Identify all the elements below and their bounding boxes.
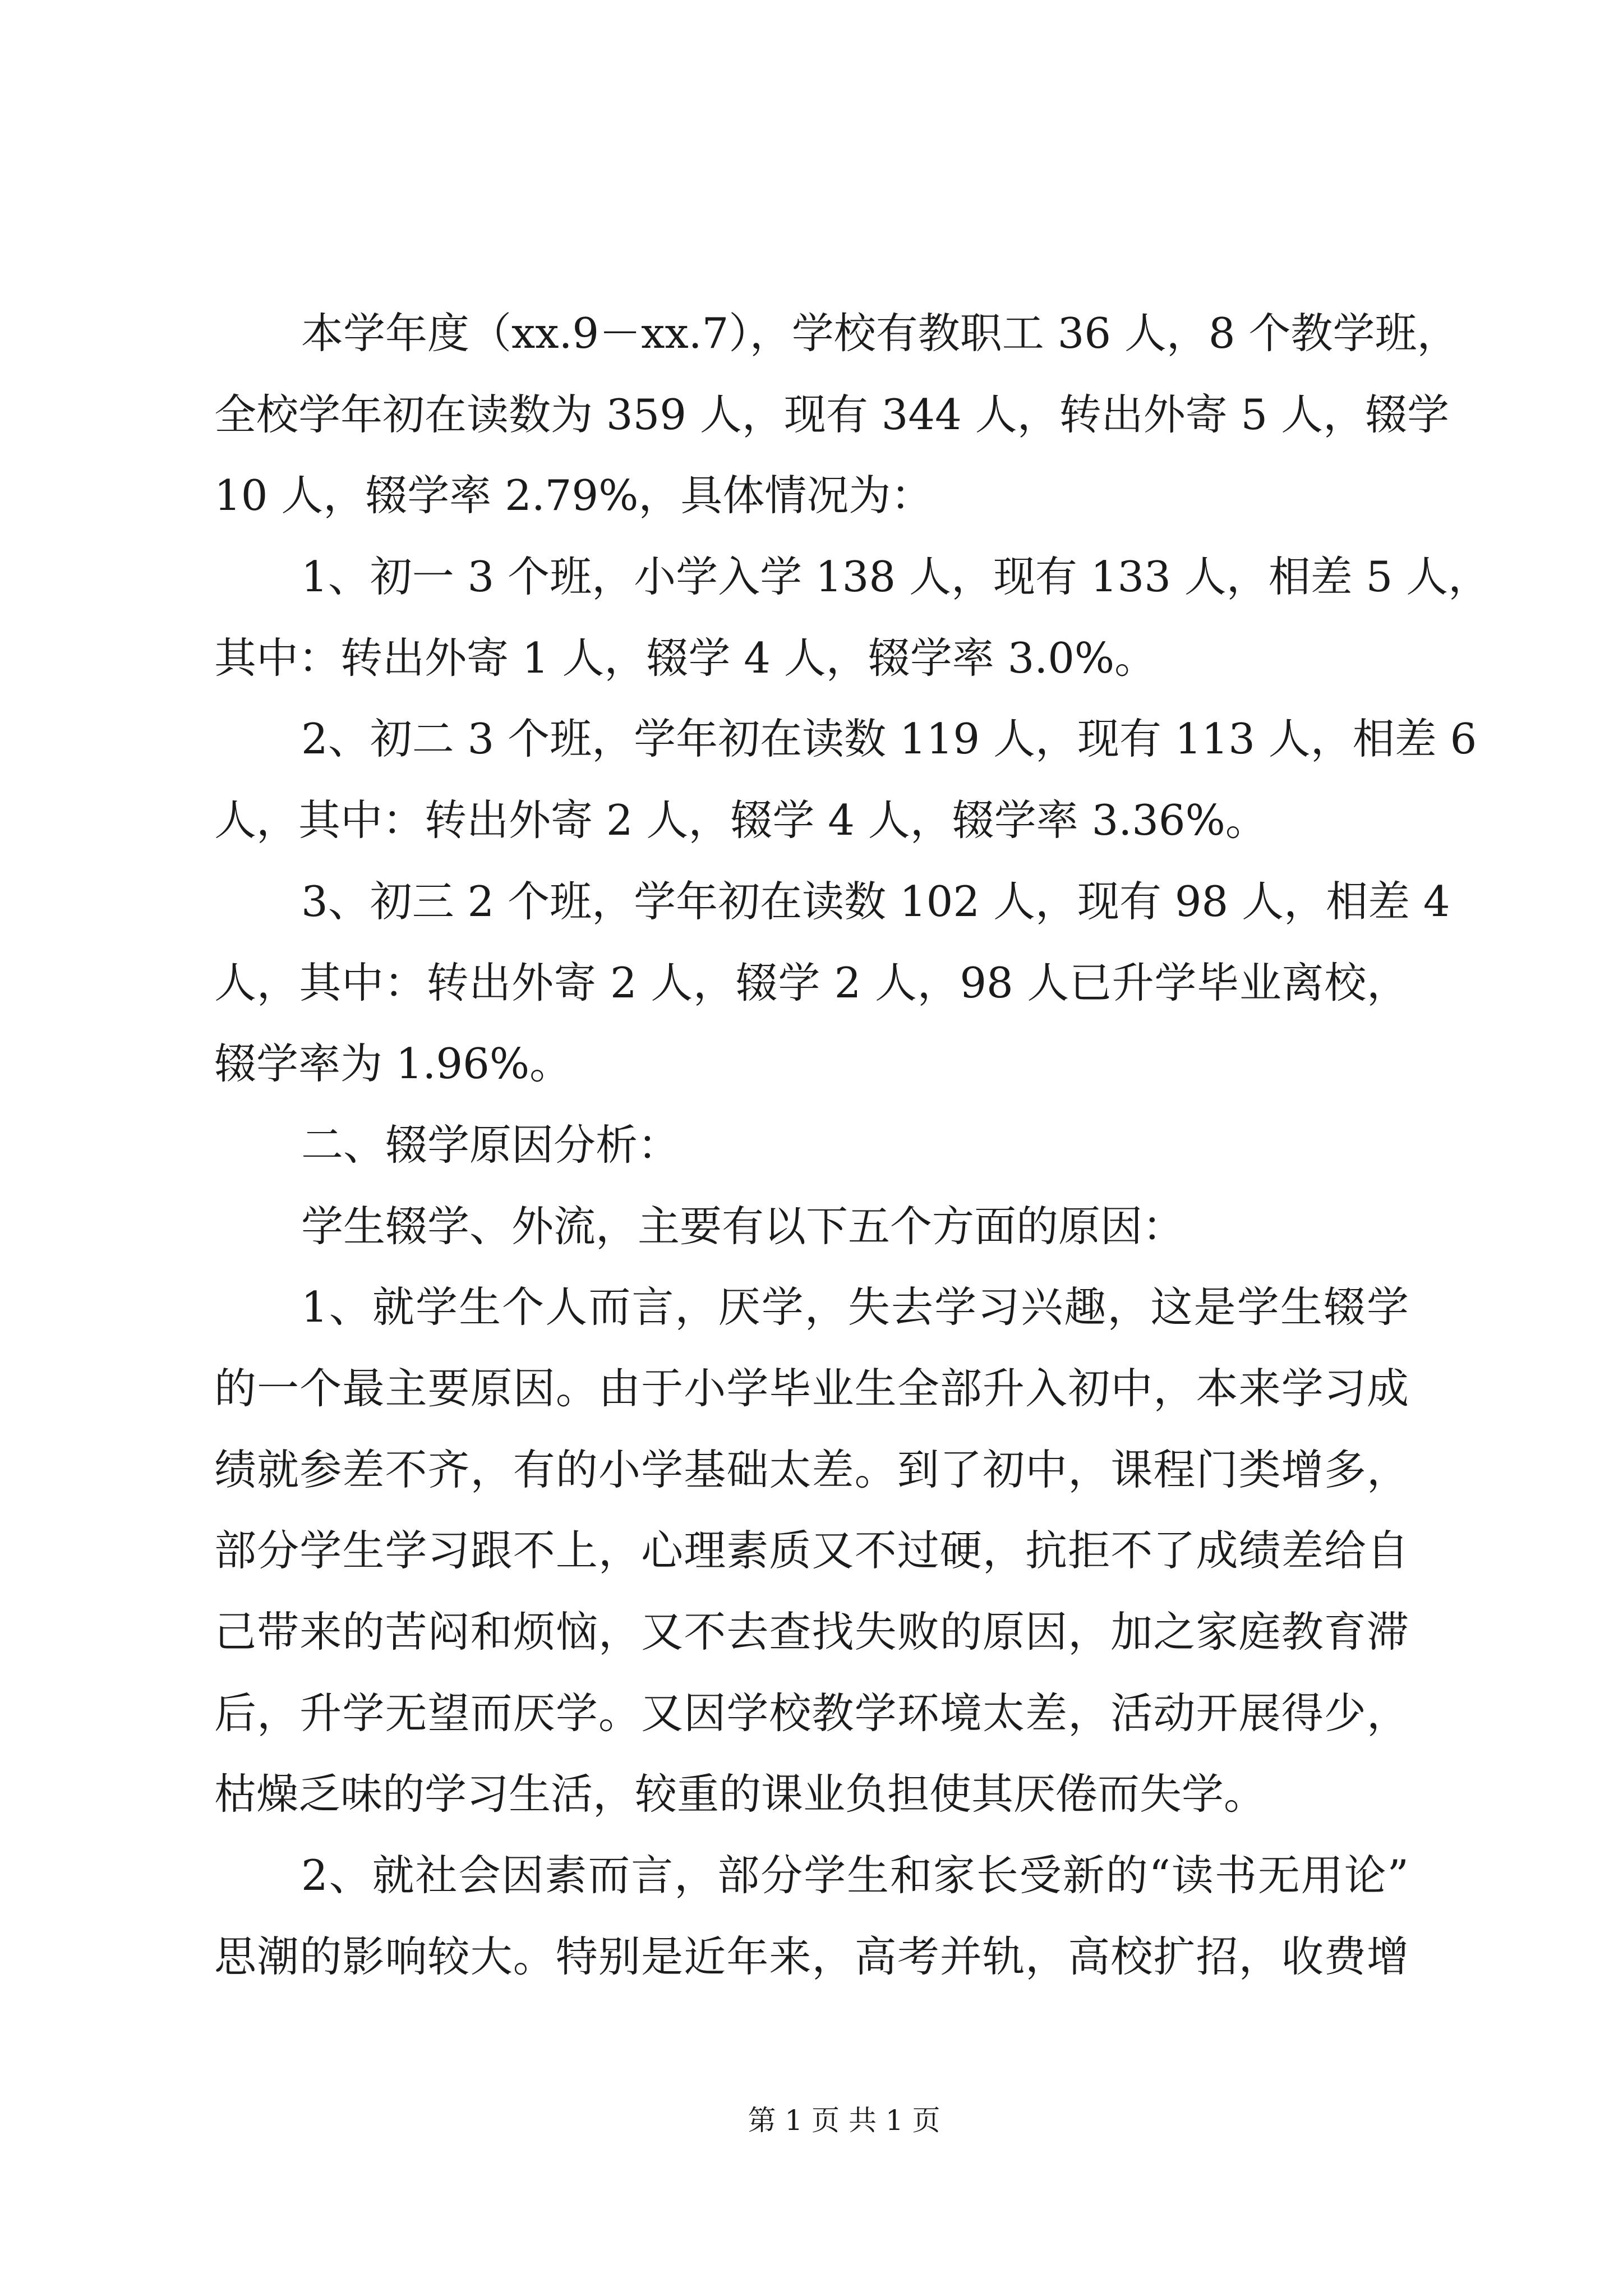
paragraph <box>214 698 1477 861</box>
paragraph-line: 人，其中：转出外寄 2 人，辍学 4 人，辍学率 3.36%。 <box>214 795 1267 845</box>
paragraph-line: 其中：转出外寄 1 人，辍学 4 人，辍学率 3.0%。 <box>214 633 1157 683</box>
paragraph-line: 1、初一 3 个班，小学入学 138 人，现有 133 人，相差 5 人， <box>301 552 1491 602</box>
paragraph-line: 2、就社会因素而言，部分学生和家长受新的“读书无用论” <box>301 1851 1409 1901</box>
paragraph-line: 2、初二 3 个班，学年初在读数 119 人，现有 113 人，相差 6 <box>301 714 1477 764</box>
paragraph-line: 部分学生学习跟不上，心理素质又不过硬，抗拒不了成绩差给自 <box>214 1526 1409 1576</box>
paragraph <box>214 1267 1409 1835</box>
section-heading <box>214 1105 1409 1186</box>
paragraph-line: 10 人，辍学率 2.79%，具体情况为： <box>214 471 933 521</box>
paragraph-line: 人，其中：转出外寄 2 人，辍学 2 人，98 人已升学毕业离校， <box>214 958 1409 1007</box>
paragraph-line: 辍学率为 1.96%。 <box>214 1039 572 1089</box>
page-number-footer: 第 1 页 共 1 页 <box>748 2104 940 2137</box>
paragraph-line: 3、初三 2 个班，学年初在读数 102 人，现有 98 人，相差 4 <box>301 876 1450 926</box>
section-heading-line: 二、辍学原因分析： <box>301 1120 680 1170</box>
paragraph-line: 全校学年初在读数为 359 人，现有 344 人，转出外寄 5 人，辍学 <box>214 389 1450 439</box>
paragraph <box>214 536 1491 698</box>
paragraph-line: 1、就学生个人而言，厌学，失去学习兴趣，这是学生辍学 <box>301 1282 1409 1332</box>
paragraph-line: 绩就参差不齐，有的小学基础太差。到了初中，课程门类增多， <box>214 1444 1409 1494</box>
document-body <box>214 293 1491 1997</box>
paragraph-line: 枯燥乏味的学习生活，较重的课业负担使其厌倦而失学。 <box>214 1769 1266 1819</box>
paragraph <box>214 293 1459 536</box>
paragraph <box>214 1835 1409 1997</box>
paragraph-line: 思潮的影响较大。特别是近年来，高考并轨，高校扩招，收费增 <box>214 1931 1409 1981</box>
paragraph-line: 学生辍学、外流，主要有以下五个方面的原因： <box>301 1201 1185 1251</box>
paragraph-line: 本学年度（xx.9－xx.7），学校有教职工 36 人，8 个教学班， <box>301 309 1459 358</box>
paragraph-line: 后，升学无望而厌学。又因学校教学环境太差，活动开展得少， <box>214 1688 1409 1738</box>
paragraph <box>214 1186 1409 1267</box>
paragraph <box>214 861 1450 1105</box>
paragraph-line: 己带来的苦闷和烦恼，又不去查找失败的原因，加之家庭教育滞 <box>214 1607 1409 1657</box>
paragraph-line: 的一个最主要原因。由于小学毕业生全部升入初中，本来学习成 <box>214 1363 1409 1413</box>
